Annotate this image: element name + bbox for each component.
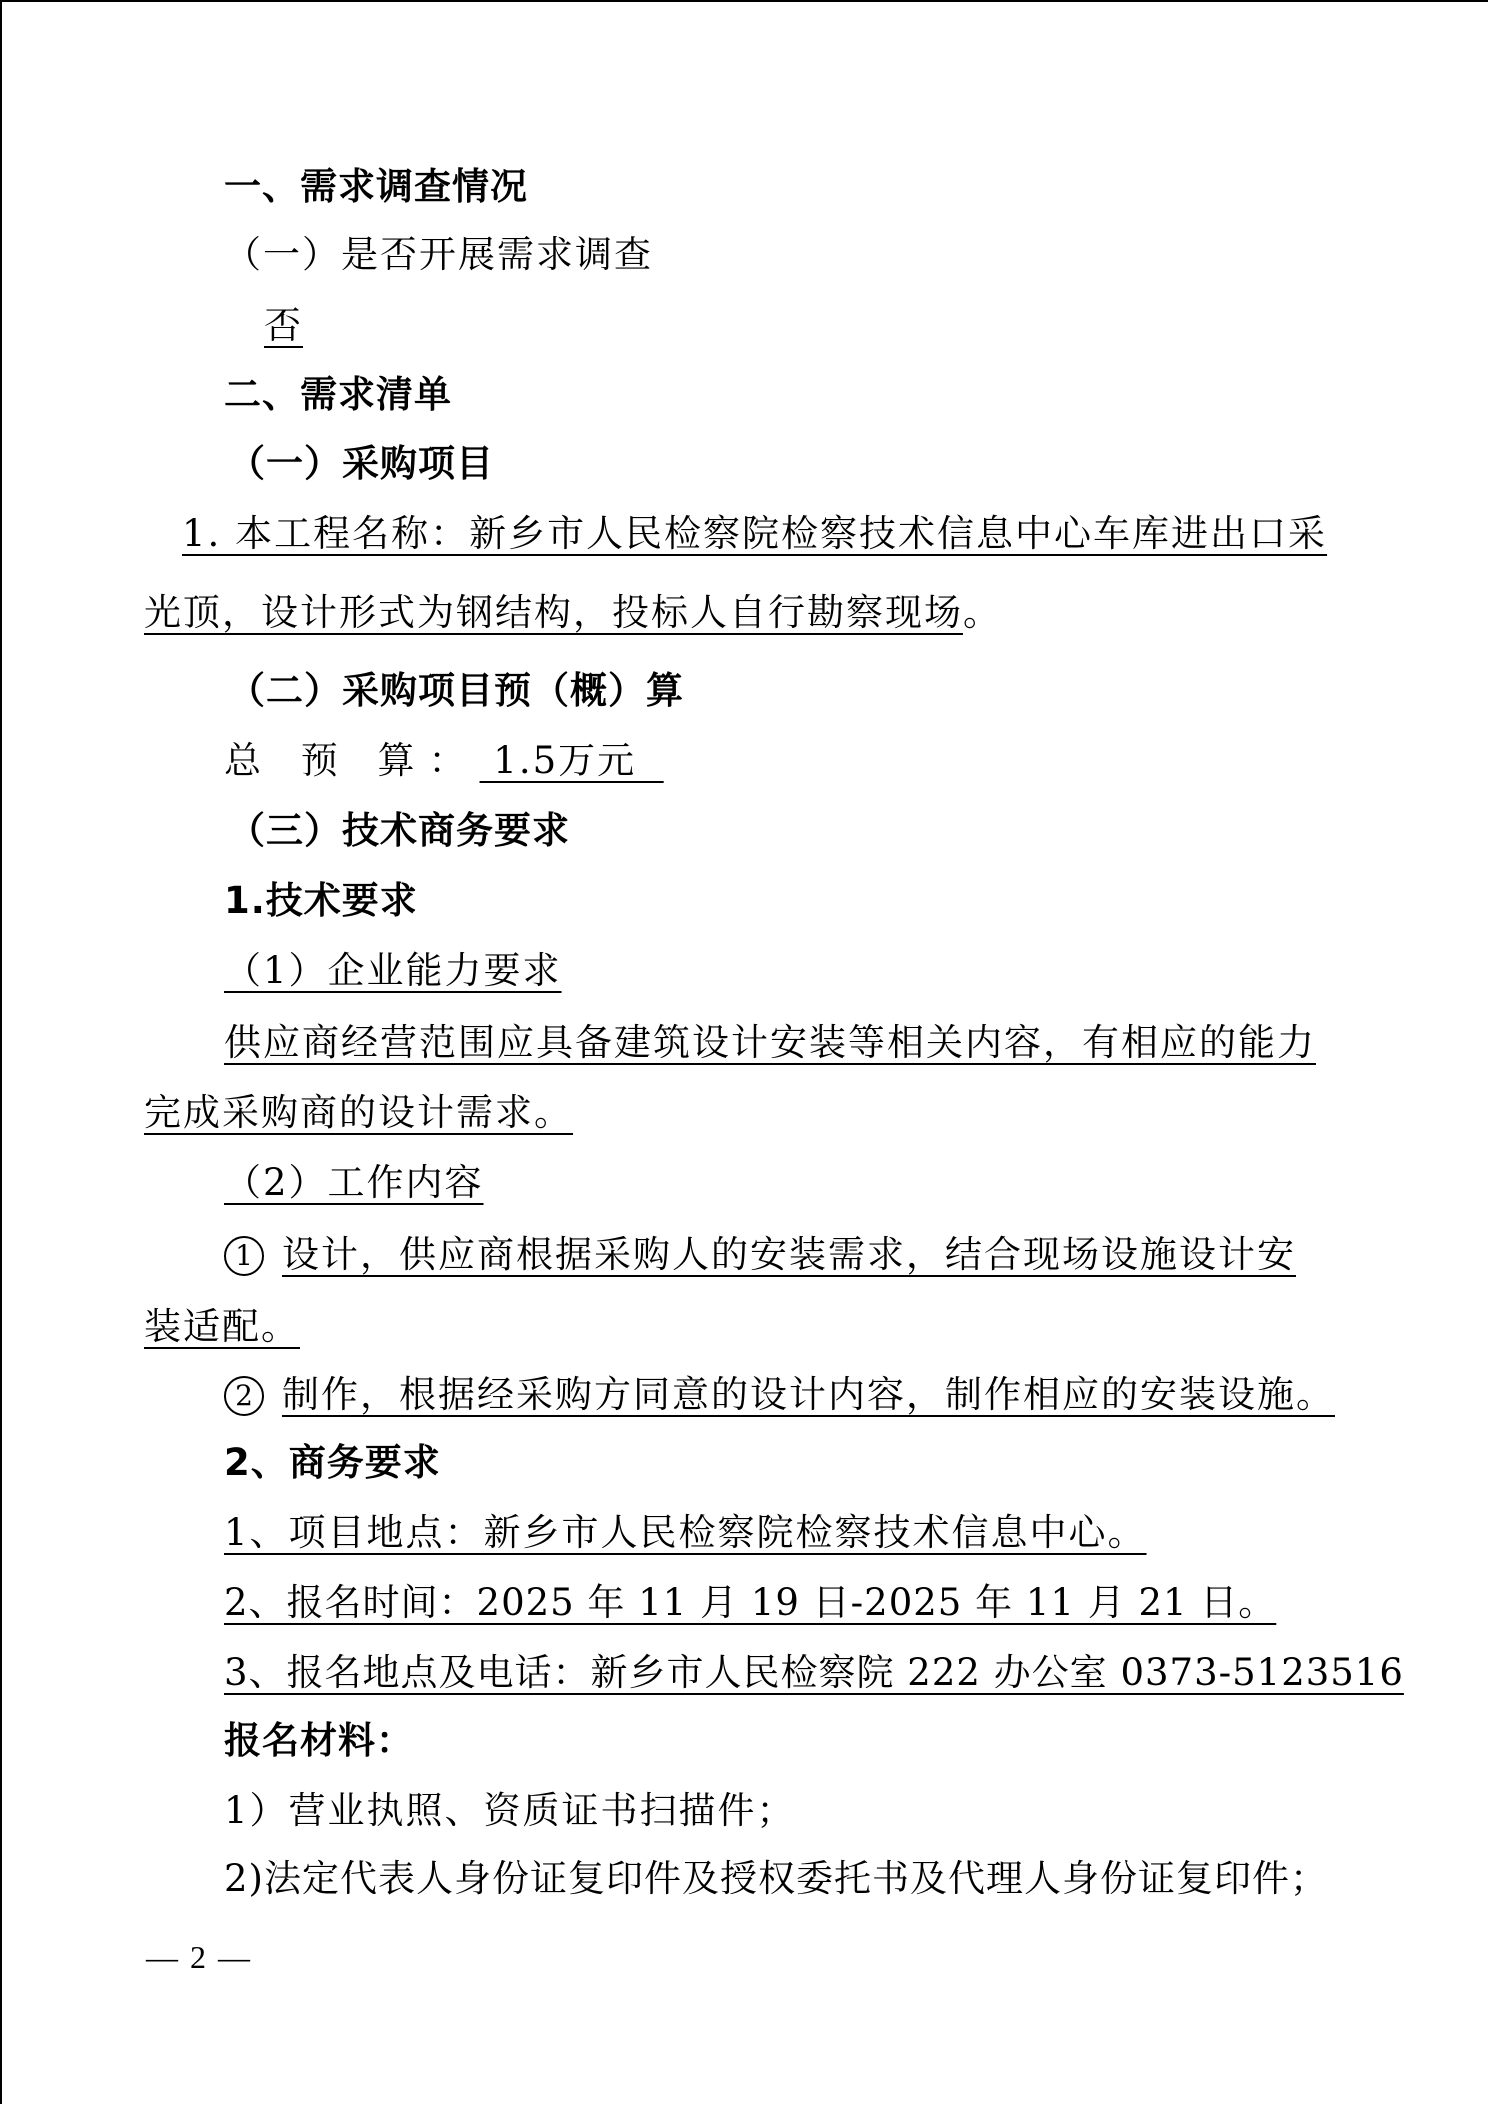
material-item-1: 1）营业执照、资质证书扫描件；: [224, 1789, 796, 1832]
budget-line: [224, 737, 664, 785]
work-item-2-text: 制作，根据经采购方同意的设计内容，制作相应的安装设施。: [282, 1373, 1335, 1416]
work-item-2: [224, 1371, 1335, 1419]
procurement-project-heading: （一）采购项目: [228, 442, 494, 485]
circled-number-2: 2: [224, 1376, 264, 1416]
project-name-line-2-end: 。: [963, 591, 1002, 634]
capability-heading: （1）企业能力要求: [224, 949, 562, 992]
project-name-line-2-text: 光顶，设计形式为钢结构，投标人自行勘察现场: [144, 591, 963, 634]
work-item-1-line-1: [224, 1231, 1296, 1279]
registration-materials-heading: 报名材料：: [224, 1719, 414, 1762]
tech-requirements-heading: 1.技术要求: [224, 879, 418, 922]
capability-line-2: 完成采购商的设计需求。: [144, 1091, 573, 1134]
business-item-registration-time: 2、报名时间：2025 年 11 月 19 日-2025 年 11 月 21 日。: [224, 1581, 1277, 1624]
page-number: — 2 —: [146, 1939, 252, 1975]
circled-number-1: 1: [224, 1236, 264, 1276]
project-name-line-1: 1. 本工程名称：新乡市人民检察院检察技术信息中心车库进出口采: [182, 512, 1328, 555]
business-item-registration-contact: 3、报名地点及电话：新乡市人民检察院 222 办公室 0373-5123516: [224, 1651, 1404, 1694]
work-item-1-text: 设计，供应商根据采购人的安装需求，结合现场设施设计安: [282, 1233, 1296, 1276]
material-item-2: 2)法定代表人身份证复印件及授权委托书及代理人身份证复印件；: [224, 1857, 1328, 1900]
survey-answer: 否: [264, 304, 303, 347]
section-1-heading: 一、需求调查情况: [224, 165, 528, 208]
work-content-heading: （2）工作内容: [224, 1161, 484, 1204]
budget-value: 1.5万元: [479, 739, 664, 782]
business-item-location: 1、项目地点：新乡市人民检察院检察技术信息中心。: [224, 1511, 1147, 1554]
survey-question: （一）是否开展需求调查: [224, 233, 653, 276]
section-2-heading: 二、需求清单: [224, 373, 452, 416]
tech-business-heading: （三）技术商务要求: [228, 809, 570, 852]
project-name-line-2: [144, 589, 1002, 637]
capability-line-1: 供应商经营范围应具备建筑设计安装等相关内容，有相应的能力: [224, 1021, 1316, 1064]
budget-label: 总 预 算：: [224, 739, 480, 782]
business-requirements-heading: 2、商务要求: [224, 1441, 441, 1484]
budget-heading: （二）采购项目预（概）算: [228, 669, 684, 712]
work-item-1-line-2: 装适配。: [144, 1305, 300, 1348]
